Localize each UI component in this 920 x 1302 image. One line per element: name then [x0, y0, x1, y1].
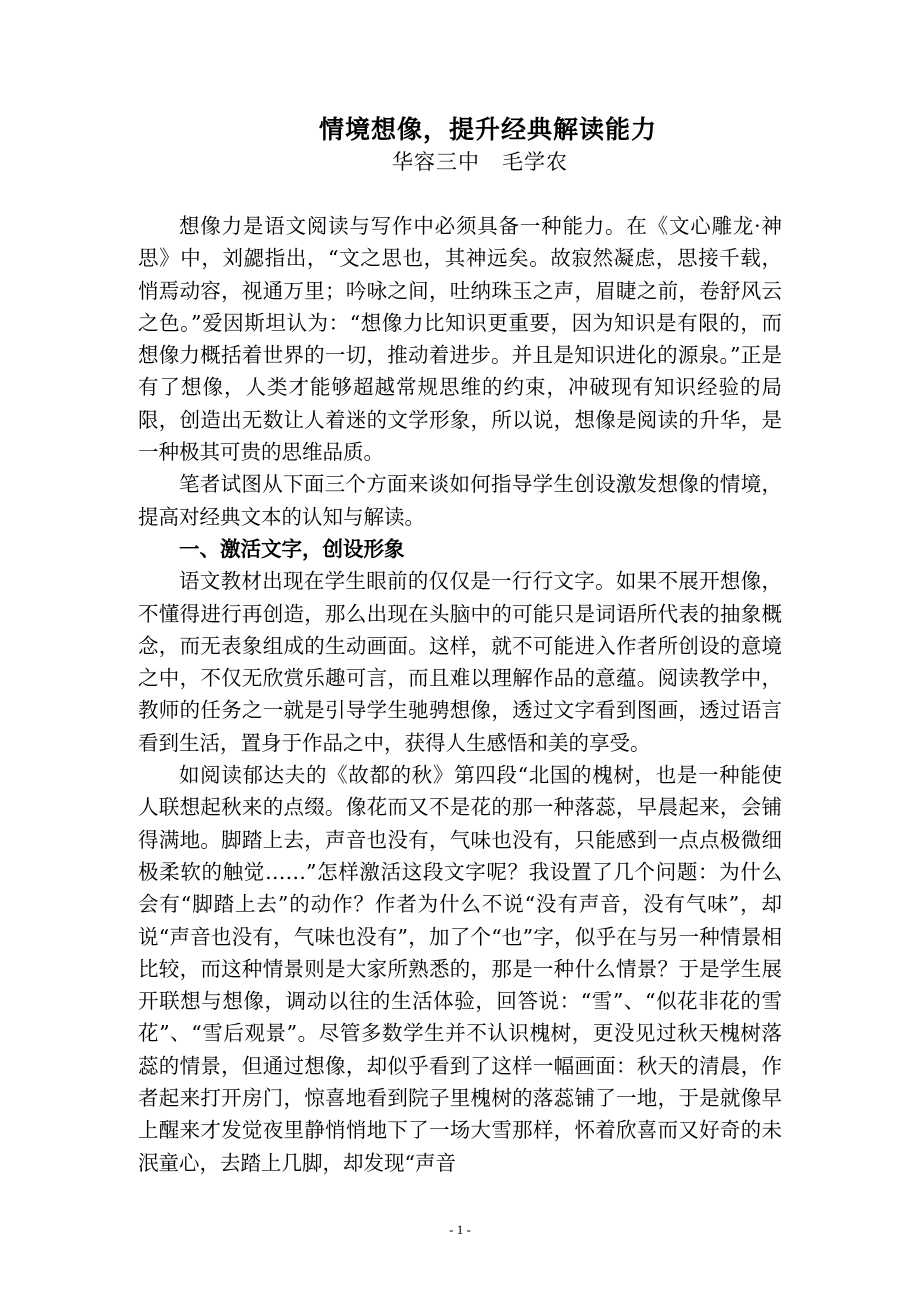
article-title: 情境想像，提升经典解读能力: [318, 115, 657, 144]
paragraph: 语文教材出现在学生眼前的仅仅是一行行文字。如果不展开想像，不懂得进行再创造，那么出现在头脑中的可能只是词语所代表的抽象概念，而无表象组成的生动画面。这样，就不可能进入作者所创设的意境之中，不仅无欣赏乐趣可言，而且难以理解作品的意蕴。阅读教学中，教师的任务之一就是引导学生驰骋想像，透过文字看到图画，透过语言看到生活，置身于作品之中，获得人生感悟和美的享受。: [138, 569, 782, 755]
section-heading: 一、激活文字，创设形象: [179, 536, 405, 561]
paragraph: 如阅读郁达夫的《故都的秋》第四段“北国的槐树，也是一种能使人联想起秋来的点缀。像花而又不是花的那一种落蕊，早晨起来，会铺得满地。脚踏上去，声音也没有，气味也没有，只能感到一点点极微细极柔软的触觉……”怎样激活这段文字呢？我设置了几个问题：为什么会有“脚踏上去”的动作？作者为什么不说“没有声音，没有气味”，却说“声音也没有，气味也没有”，加了个“也”字，似乎在与另一种情景相比较，而这种情景则是大家所熟悉的，那是一种什么情景？于是学生展开联想与想像，调动以往的生活体验，回答说：“雪”、“似花非花的雪花”、“雪后观景”。尽管多数学生并不认识槐树，更没见过秋天槐树落蕊的情景，但通过想像，却似乎看到了这样一幅画面：秋天的清晨，作者起来打开房门，惊喜地看到院子里槐树的落蕊铺了一地，于是就像早上醒来才发觉夜里静悄悄地下了一场大雪那样，怀着欣喜而又好奇的未泯童心，去踏上几脚，却发现“声音: [138, 763, 782, 1175]
article-author: 华容三中 毛学农: [392, 150, 568, 174]
paragraph: 想像力是语文阅读与写作中必须具备一种能力。在《文心雕龙·神思》中，刘勰指出，“文之思也，其神远矣。故寂然凝虑，思接千载，悄焉动容，视通万里；吟咏之间，吐纳珠玉之声，眉睫之前，卷舒风云之色。”爱因斯坦认为：“想像力比知识更重要，因为知识是有限的，而想像力概括着世界的一切，推动着进步。并且是知识进化的源泉。”正是有了想像，人类才能够超越常规思维的约束，冲破现有知识经验的局限，创造出无数让人着迷的文学形象，所以说，想像是阅读的升华，是一种极其可贵的思维品质。: [138, 214, 782, 465]
paragraph: 笔者试图从下面三个方面来谈如何指导学生创设激发想像的情境，提高对经典文本的认知与解读。: [138, 472, 782, 529]
page-number: - 1 -: [449, 1222, 471, 1237]
article-body: [138, 210, 782, 1179]
